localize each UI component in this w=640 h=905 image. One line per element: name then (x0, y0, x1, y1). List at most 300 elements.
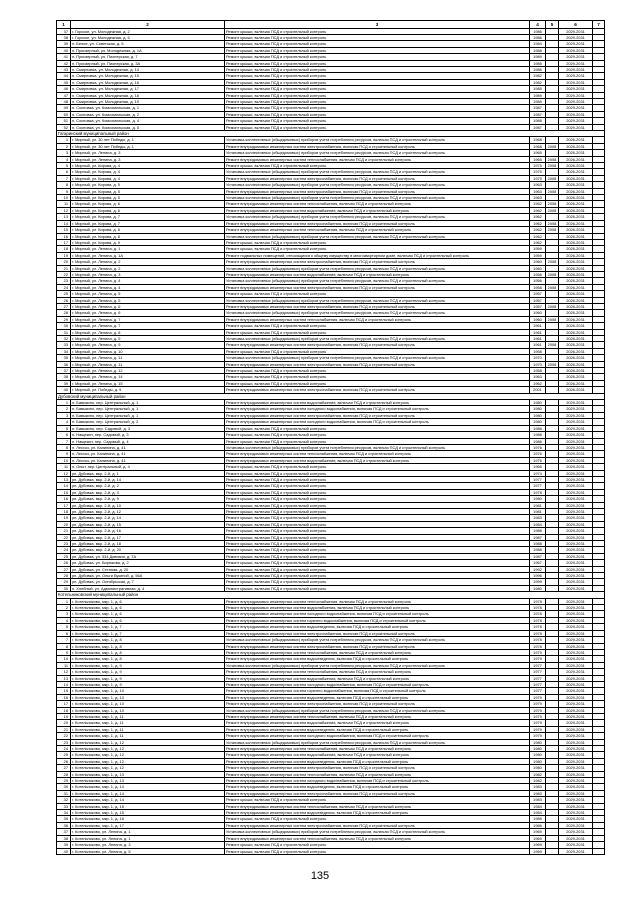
year-built-cell: 1977 (530, 483, 546, 489)
row-number-cell: 36 (57, 361, 71, 367)
year-built-cell: 1989 (530, 54, 546, 60)
planned-period-cell: 2026-2031 (559, 284, 593, 290)
work-type-cell: Установка коллективных (общедомовых) приборов учета потребления ресурсов, включая ПСД и строительный контроль (225, 739, 530, 745)
row-number-cell: 27 (57, 765, 71, 771)
year-built-cell: 1999 (530, 579, 546, 585)
work-type-cell: Ремонт внутридомовых инженерных систем горячего водоснабжения, включая ПСД и строительный контроль (225, 688, 530, 694)
year-built-cell: 1962 (530, 214, 546, 220)
row-number-cell: 39 (57, 380, 71, 386)
row-number-cell: 5 (57, 624, 71, 630)
work-type-cell: Ремонт крыши, включая ПСД и строительный контроль (225, 534, 530, 540)
work-type-cell: Установка коллективных (общедомовых) приборов учета потребления ресурсов, включая ПСД и строительный контроль (225, 233, 530, 239)
planned-period-cell: 2029-2031 (559, 483, 593, 489)
planned-period-cell: 2029-2031 (559, 489, 593, 495)
work-type-cell: Ремонт крыши, включая ПСД и строительный контроль (225, 291, 530, 297)
year-built-cell: 1985 (530, 86, 546, 92)
address-cell: г. Мирный, ул. Ленина, д. 9 (71, 336, 225, 342)
work-type-cell: Ремонт крыши, включая ПСД и строительный контроль (225, 54, 530, 60)
work-type-cell: Ремонт внутридомовых инженерных систем водоотведения, включая ПСД и строительный контроль (225, 624, 530, 630)
address-cell: рп. Дубовка, ул. Бирюкова, д. 2 (71, 560, 225, 566)
planned-period-cell: 2029-2031 (559, 637, 593, 643)
planned-period-cell: 2029-2031 (559, 790, 593, 796)
planned-period-cell: 2026-2031 (559, 150, 593, 156)
row-number-cell: 37 (57, 829, 71, 835)
row-number-cell: 39 (57, 842, 71, 848)
year-built-cell: 1986 (530, 822, 546, 828)
planned-period-cell: 2029-2031 (559, 746, 593, 752)
planned-period-cell: 2029-2031 (559, 758, 593, 764)
work-type-cell: Ремонт крыши, включая ПСД и строительный контроль (225, 515, 530, 521)
address-cell: г. Мирный, ул. Ленина, д. 11 (71, 355, 225, 361)
row-number-cell: 37 (57, 28, 71, 34)
address-cell: п. Нащекин, пер. Садовый, д. 4 (71, 438, 225, 444)
year-built-cell: 1978 (530, 630, 546, 636)
capital-repair-schedule-table (56, 20, 605, 855)
row-number-cell: 4 (57, 419, 71, 425)
work-type-cell: Ремонт внутридомовых инженерных систем теплоснабжения, включая ПСД и строительный контроль (225, 227, 530, 233)
column-header: 5 (546, 21, 559, 29)
planned-period-cell: 2026-2031 (559, 233, 593, 239)
address-cell: г. Мирный, ул. Ленина, д. 7 (71, 323, 225, 329)
row-number-cell: 1 (57, 598, 71, 604)
address-cell: г. Мирный, ул. Ленина, д. 3 (71, 156, 225, 162)
address-cell: рп. Дубовка, мкр. 2-й, д. 17 (71, 534, 225, 540)
address-cell: п. Смирновка, ул. Молодежная, д. 19 (71, 98, 225, 104)
row-number-cell: 23 (57, 739, 71, 745)
row-number-cell: 27 (57, 303, 71, 309)
address-cell: г. Мирный, ул. Ленина, д. 1А (71, 252, 225, 258)
planned-period-cell: 2026-2031 (559, 169, 593, 175)
planned-period-cell: 2029-2031 (559, 778, 593, 784)
year-built-cell: 1978 (530, 611, 546, 617)
address-cell: п. Бавыкино, пер. Садовый, д. 3 (71, 425, 225, 431)
row-number-cell: 20 (57, 720, 71, 726)
work-type-cell: Установка коллективных (общедомовых) приборов учета потребления ресурсов, включая ПСД и строительный контроль (225, 195, 530, 201)
year-built-cell: 1959 (530, 252, 546, 258)
row-number-cell: 4 (57, 156, 71, 162)
work-type-cell: Ремонт внутридомовых инженерных систем теплоснабжения, включая ПСД и строительный контроль (225, 669, 530, 675)
row-number-cell: 17 (57, 701, 71, 707)
address-cell: г. Котельниково, мкр. 1, д. 6 (71, 605, 225, 611)
planned-period-cell: 2029-2031 (559, 86, 593, 92)
year-built-cell: 1980 (530, 752, 546, 758)
row-number-cell: 36 (57, 822, 71, 828)
planned-period-cell: 2029-2031 (559, 669, 593, 675)
row-number-cell: 29 (57, 316, 71, 322)
planned-period-cell: 2029-2031 (559, 765, 593, 771)
planned-period-cell: 2026-2031 (559, 303, 593, 309)
work-type-cell: Ремонт крыши, включая ПСД и строительный контроль (225, 79, 530, 85)
address-cell: г. Котельниково, мкр. 1, д. 12 (71, 765, 225, 771)
address-cell: п. Приозерный, ул. Пионерская, д. 7 (71, 54, 225, 60)
row-number-cell: 1 (57, 137, 71, 143)
row-number-cell: 28 (57, 573, 71, 579)
year-built-cell: 1962 (530, 380, 546, 386)
row-number-cell: 20 (57, 521, 71, 527)
row-number-cell: 3 (57, 611, 71, 617)
year-built-cell: 1982 (530, 771, 546, 777)
work-type-cell: Ремонт внутридомовых инженерных систем водоснабжения, включая ПСД и строительный контроль (225, 457, 530, 463)
year-built-cell: 1979 (530, 649, 546, 655)
last-repair-year-cell: 2008 (546, 163, 559, 169)
row-number-cell: 15 (57, 489, 71, 495)
row-number-cell: 10 (57, 656, 71, 662)
year-built-cell: 1988 (530, 118, 546, 124)
planned-period-cell: 2026-2031 (559, 374, 593, 380)
row-number-cell: 12 (57, 669, 71, 675)
planned-period-cell: 2026-2031 (559, 175, 593, 181)
column-header: 4 (530, 21, 546, 29)
address-cell: г. Котельниково, мкр. 1, д. 8 (71, 643, 225, 649)
work-type-cell: Ремонт внутридомовых инженерных систем водоотведения, включая ПСД и строительный контроль (225, 810, 530, 816)
work-type-cell: Ремонт крыши, включая ПСД и строительный контроль (225, 464, 530, 470)
work-type-cell: Установка коллективных (общедомовых) приборов учета потребления ресурсов, включая ПСД и строительный контроль (225, 355, 530, 361)
work-type-cell: Ремонт внутридомовых инженерных систем водоснабжения, включая ПСД и строительный контроль (225, 752, 530, 758)
address-cell: п. Приозерный, ул. Молодежная, д. 1А (71, 47, 225, 53)
row-number-cell: 7 (57, 438, 71, 444)
last-repair-year-cell: 2008 (546, 284, 559, 290)
work-type-cell: Установка коллективных (общедомовых) приборов учета потребления ресурсов, включая ПСД и строительный контроль (225, 265, 530, 271)
address-cell: г. Котельниково, мкр. 1, д. 13 (71, 771, 225, 777)
work-type-cell: Ремонт крыши, включая ПСД и строительный контроль (225, 438, 530, 444)
row-number-cell: 29 (57, 579, 71, 585)
address-cell: г. Котельниково, мкр. 1, д. 6 (71, 598, 225, 604)
address-cell: г. Котельниково, мкр. 1, д. 12 (71, 746, 225, 752)
planned-period-cell: 2029-2031 (559, 752, 593, 758)
planned-period-cell: 2029-2031 (559, 835, 593, 841)
work-type-cell: Ремонт внутридомовых инженерных систем водоотведения, включая ПСД и строительный контроль (225, 758, 530, 764)
year-built-cell: 1989 (530, 98, 546, 104)
planned-period-cell: 2029-2031 (559, 28, 593, 34)
work-type-cell: Ремонт крыши, включая ПСД и строительный контроль (225, 163, 530, 169)
last-repair-year-cell: 2008 (546, 271, 559, 277)
year-built-cell: 1984 (530, 803, 546, 809)
work-type-cell: Установка коллективных (общедомовых) приборов учета потребления ресурсов, включая ПСД и строительный контроль (225, 444, 530, 450)
work-type-cell: Ремонт внутридомовых инженерных систем электроснабжения, включая ПСД и строительный контроль (225, 643, 530, 649)
planned-period-cell: 2029-2031 (559, 406, 593, 412)
row-number-cell: 26 (57, 560, 71, 566)
work-type-cell: Установка коллективных (общедомовых) приборов учета потребления ресурсов, включая ПСД и строительный контроль (225, 214, 530, 220)
row-number-cell: 16 (57, 496, 71, 502)
table-row (57, 848, 605, 854)
year-built-cell: 1979 (530, 713, 546, 719)
row-number-cell: 24 (57, 284, 71, 290)
planned-period-cell: 2029-2031 (559, 60, 593, 66)
row-number-cell: 42 (57, 60, 71, 66)
address-cell: г. Котельниково, мкр. 1, д. 10 (71, 701, 225, 707)
year-built-cell: 1979 (530, 656, 546, 662)
address-cell: г. Мирный, ул. Ленина, д. 5 (71, 297, 225, 303)
work-type-cell: Ремонт крыши, включая ПСД и строительный контроль (225, 470, 530, 476)
row-number-cell: 47 (57, 92, 71, 98)
row-number-cell: 32 (57, 797, 71, 803)
work-type-cell: Ремонт крыши, включая ПСД и строительный контроль (225, 547, 530, 553)
planned-period-cell: 2026-2031 (559, 143, 593, 149)
work-type-cell: Ремонт крыши, включая ПСД и строительный контроль (225, 86, 530, 92)
address-cell: г. Котельниково, ул. Ленина, д. 1 (71, 835, 225, 841)
row-number-cell: 8 (57, 444, 71, 450)
last-repair-year-cell: 2008 (546, 207, 559, 213)
year-built-cell: 1986 (530, 28, 546, 34)
year-built-cell: 1963 (530, 182, 546, 188)
address-cell: г. Котельниково, мкр. 1, д. 11 (71, 733, 225, 739)
work-type-cell: Ремонт внутридомовых инженерных систем электроснабжения, включая ПСД и строительный контроль (225, 412, 530, 418)
row-number-cell: 18 (57, 707, 71, 713)
work-type-cell: Ремонт крыши, включая ПСД и строительный контроль (225, 528, 530, 534)
address-cell: г. Мирный, ул. Ленина, д. 15 (71, 380, 225, 386)
work-type-cell: Ремонт крыши, включая ПСД и строительный контроль (225, 323, 530, 329)
address-cell: г. Котельниково, мкр. 1, д. 11 (71, 720, 225, 726)
row-number-cell: 3 (57, 150, 71, 156)
address-cell: г. Мирный, ул. Кирова, д. 4 (71, 163, 225, 169)
work-type-cell: Ремонт крыши, включая ПСД и строительный контроль (225, 508, 530, 514)
last-repair-year-cell: 2008 (546, 220, 559, 226)
year-built-cell: 1977 (530, 681, 546, 687)
address-cell: г. Мирный, ул. Ленина, д. 14 (71, 374, 225, 380)
last-repair-year-cell (546, 848, 559, 854)
year-built-cell: 1979 (530, 720, 546, 726)
work-type-cell: Установка коллективных (общедомовых) приборов учета потребления ресурсов, включая ПСД и строительный контроль (225, 637, 530, 643)
planned-period-cell: 2026-2031 (559, 336, 593, 342)
year-built-cell: 1958 (530, 348, 546, 354)
work-type-cell: Установка коллективных (общедомовых) приборов учета потребления ресурсов, включая ПСД и строительный контроль (225, 278, 530, 284)
address-cell: г. Мирный, ул. Ленина, д. 3 (71, 150, 225, 156)
planned-period-cell: 2029-2031 (559, 733, 593, 739)
work-type-cell: Ремонт крыши, включая ПСД и строительный контроль (225, 432, 530, 438)
year-built-cell: 1986 (530, 432, 546, 438)
planned-period-cell: 2029-2031 (559, 438, 593, 444)
planned-period-cell: 2026-2031 (559, 291, 593, 297)
year-built-cell: 1959 (530, 246, 546, 252)
year-built-cell: 1978 (530, 605, 546, 611)
year-built-cell: 1984 (530, 521, 546, 527)
address-cell: п. Смирновка, ул. Молодежная, д. 15 (71, 73, 225, 79)
column-number-row (57, 21, 605, 29)
work-type-cell: Ремонт крыши, включая ПСД и строительный контроль (225, 118, 530, 124)
address-cell: рп. Дубовка, ул. Степная, д. 20 (71, 566, 225, 572)
address-cell: г. Горское, ул. Молодежная, д. 2 (71, 28, 225, 34)
row-number-cell: 49 (57, 105, 71, 111)
row-number-cell: 31 (57, 790, 71, 796)
planned-period-cell: 2026-2031 (559, 227, 593, 233)
planned-period-cell: 2029-2031 (559, 656, 593, 662)
planned-period-cell: 2026-2031 (559, 355, 593, 361)
work-type-cell: Установка коллективных (общедомовых) приборов учета потребления ресурсов, включая ПСД и строительный контроль (225, 336, 530, 342)
address-cell: г. Котельниково, мкр. 1, д. 12 (71, 752, 225, 758)
last-repair-year-cell: 2008 (546, 156, 559, 162)
year-built-cell: 1956 (530, 271, 546, 277)
planned-period-cell: 2029-2031 (559, 624, 593, 630)
address-cell: п. Приозерный, ул. Пионерская, д. 3А (71, 60, 225, 66)
row-number-cell: 21 (57, 265, 71, 271)
year-built-cell: 1982 (530, 79, 546, 85)
planned-period-cell: 2026-2031 (559, 380, 593, 386)
year-built-cell: 1982 (530, 73, 546, 79)
address-cell: г. Мирный, ул. Кирова, д. 5 (71, 182, 225, 188)
year-built-cell: 1980 (530, 419, 546, 425)
year-built-cell: 1979 (530, 701, 546, 707)
work-type-cell: Установка коллективных (общедомовых) приборов учета потребления ресурсов, включая ПСД и строительный контроль (225, 182, 530, 188)
extra-cell (593, 848, 605, 854)
year-built-cell: 1981 (530, 502, 546, 508)
planned-period-cell: 2029-2031 (559, 457, 593, 463)
planned-period-cell: 2026-2031 (559, 310, 593, 316)
row-number-cell: 50 (57, 111, 71, 117)
row-number-cell: 25 (57, 752, 71, 758)
row-number-cell: 31 (57, 329, 71, 335)
year-built-cell: 1983 (530, 515, 546, 521)
year-built-cell: 1982 (530, 778, 546, 784)
work-type-cell: Ремонт внутридомовых инженерных систем теплоснабжения, включая ПСД и строительный контроль (225, 746, 530, 752)
row-number-cell: 11 (57, 662, 71, 668)
section-title: Гагаринский муниципальный район (57, 131, 605, 137)
year-built-cell: 1968 (530, 143, 546, 149)
planned-period-cell: 2029-2031 (559, 476, 593, 482)
row-number-cell: 25 (57, 553, 71, 559)
year-built-cell: 1963 (530, 195, 546, 201)
address-cell: г. Мирный, ул. Кирова, д. 7 (71, 220, 225, 226)
work-type-cell: Ремонт внутридомовых инженерных систем теплоснабжения, включая ПСД и строительный контроль (225, 803, 530, 809)
work-type-cell: Ремонт крыши, включая ПСД и строительный контроль (225, 521, 530, 527)
planned-period-cell: 2026-2031 (559, 323, 593, 329)
address-cell: г. Мирный, ул. Победы, д. 9 (71, 387, 225, 393)
address-cell: г. Котельниково, мкр. 1, д. 12 (71, 758, 225, 764)
address-cell: п. Сосновка, ул. Комсомольская, д. 5 (71, 124, 225, 130)
planned-period-cell: 2026-2031 (559, 348, 593, 354)
work-type-cell: Ремонт внутридомовых инженерных систем электроснабжения, включая ПСД и строительный контроль (225, 175, 530, 181)
year-built-cell: 1980 (530, 496, 546, 502)
planned-period-cell: 2029-2031 (559, 47, 593, 53)
planned-period-cell: 2029-2031 (559, 585, 593, 591)
year-built-cell: 2001 (530, 387, 546, 393)
address-cell: п. Смирновка, ул. Молодежная, д. 17 (71, 86, 225, 92)
address-cell: г. Мирный, ул. Ленина, д. 12 (71, 368, 225, 374)
address-cell: г. Котельниково, мкр. 1, д. 12 (71, 739, 225, 745)
year-built-cell: 1983 (530, 784, 546, 790)
planned-period-cell: 2029-2031 (559, 707, 593, 713)
work-type-cell: Ремонт крыши, включая ПСД и строительный контроль (225, 124, 530, 130)
row-number-cell: 17 (57, 239, 71, 245)
row-number-cell: 5 (57, 163, 71, 169)
address-cell: рп. Дубовка, ул. Октябрьская, д. 7 (71, 579, 225, 585)
row-number-cell: 29 (57, 778, 71, 784)
column-header: 2 (71, 21, 225, 29)
planned-period-cell: 2026-2031 (559, 156, 593, 162)
planned-period-cell: 2029-2031 (559, 694, 593, 700)
column-header: 3 (225, 21, 530, 29)
year-built-cell: 1960 (530, 259, 546, 265)
row-number-cell: 28 (57, 771, 71, 777)
last-repair-year-cell: 2008 (546, 361, 559, 367)
work-type-cell: Ремонт внутридомовых инженерных систем водоснабжения, включая ПСД и строительный контроль (225, 720, 530, 726)
address-cell: г. Мирный, ул. Ленина, д. 2 (71, 259, 225, 265)
year-built-cell: 1984 (530, 810, 546, 816)
work-type-cell: Ремонт крыши, включая ПСД и строительный контроль (225, 41, 530, 47)
work-type-cell: Ремонт внутридомовых инженерных систем водоснабжения, включая ПСД и строительный контроль (225, 400, 530, 406)
year-built-cell: 1979 (530, 707, 546, 713)
planned-period-cell: 2026-2031 (559, 246, 593, 252)
year-built-cell: 1970 (530, 361, 546, 367)
address-cell: рп. Дубовка, мкр. 2-й, д. 20 (71, 547, 225, 553)
year-built-cell: 1963 (530, 188, 546, 194)
row-number-cell: 6 (57, 432, 71, 438)
year-built-cell: 1987 (530, 105, 546, 111)
year-built-cell: 1980 (530, 739, 546, 745)
address-cell: п. Бавыкино, пер. Центральный, д. 1 (71, 406, 225, 412)
address-cell: г. Котельниково, мкр. 1, д. 14 (71, 790, 225, 796)
address-cell: рп. Дубовка, мкр. 2-й, д. 14 (71, 515, 225, 521)
planned-period-cell: 2026-2031 (559, 342, 593, 348)
planned-period-cell: 2026-2031 (559, 182, 593, 188)
row-number-cell: 14 (57, 681, 71, 687)
year-built-cell: 1979 (530, 726, 546, 732)
planned-period-cell: 2026-2031 (559, 361, 593, 367)
last-repair-year-cell: 2008 (546, 227, 559, 233)
year-built-cell: 1962 (530, 220, 546, 226)
row-number-cell: 19 (57, 515, 71, 521)
row-number-cell: 40 (57, 387, 71, 393)
year-built-cell: 1980 (530, 406, 546, 412)
row-number-cell: 2 (57, 406, 71, 412)
work-type-cell: Ремонт внутридомовых инженерных систем теплоснабжения, включая ПСД и строительный контроль (225, 835, 530, 841)
year-built-cell: 1975 (530, 163, 546, 169)
row-number-cell: 9 (57, 188, 71, 194)
row-number-cell: 14 (57, 220, 71, 226)
work-type-cell: Ремонт крыши, включая ПСД и строительный контроль (225, 816, 530, 822)
address-cell: п. Сосновка, ул. Комсомольская, д. 4 (71, 118, 225, 124)
planned-period-cell: 2029-2031 (559, 662, 593, 668)
address-cell: г. Котельниково, мкр. 1, д. 15 (71, 803, 225, 809)
row-number-cell: 38 (57, 34, 71, 40)
year-built-cell: 1962 (530, 207, 546, 213)
address-cell: рп. Дубовка, мкр. 2-й, д. 15 (71, 521, 225, 527)
planned-period-cell: 2029-2031 (559, 92, 593, 98)
row-number-cell: 3 (57, 412, 71, 418)
year-built-cell: 1978 (530, 598, 546, 604)
planned-period-cell: 2026-2031 (559, 387, 593, 393)
work-type-cell: Установка коллективных (общедомовых) приборов учета потребления ресурсов, включая ПСД и строительный контроль (225, 137, 530, 143)
column-header: 6 (559, 21, 593, 29)
work-type-cell: Ремонт внутридомовых инженерных систем холодного водоснабжения, включая ПСД и строительный контроль (225, 681, 530, 687)
year-built-cell: 1965 (530, 150, 546, 156)
year-built-cell: 1987 (530, 534, 546, 540)
planned-period-cell: 2029-2031 (559, 79, 593, 85)
planned-period-cell: 2029-2031 (559, 611, 593, 617)
work-type-cell: Ремонт внутридомовых инженерных систем электроснабжения, включая ПСД и строительный контроль (225, 303, 530, 309)
row-number-cell: 21 (57, 528, 71, 534)
column-header: 7 (593, 21, 605, 29)
row-number-cell: 48 (57, 98, 71, 104)
address-cell: г. Мирный, ул. Кирова, д. 7 (71, 214, 225, 220)
year-built-cell: 1987 (530, 124, 546, 130)
row-number-cell: 33 (57, 342, 71, 348)
year-built-cell: 1975 (530, 169, 546, 175)
address-cell: п. Сосновка, ул. Комсомольская, д. 2 (71, 111, 225, 117)
planned-period-cell: 2026-2031 (559, 220, 593, 226)
address-cell: г. Мирный, ул. Ленина, д. 8 (71, 329, 225, 335)
planned-period-cell: 2029-2031 (559, 98, 593, 104)
planned-period-cell: 2026-2031 (559, 239, 593, 245)
address-cell: г. Котельниково, мкр. 1, д. 11 (71, 726, 225, 732)
work-type-cell: Ремонт внутридомовых инженерных систем холодного водоснабжения, включая ПСД и строительный контроль (225, 406, 530, 412)
row-number-cell: 45 (57, 79, 71, 85)
row-number-cell: 38 (57, 835, 71, 841)
planned-period-cell: 2026-2031 (559, 271, 593, 277)
row-number-cell: 51 (57, 118, 71, 124)
address-cell: г. Котельниково, мкр. 1, д. 13 (71, 778, 225, 784)
year-built-cell: 1956 (530, 278, 546, 284)
planned-period-cell: 2029-2031 (559, 41, 593, 47)
